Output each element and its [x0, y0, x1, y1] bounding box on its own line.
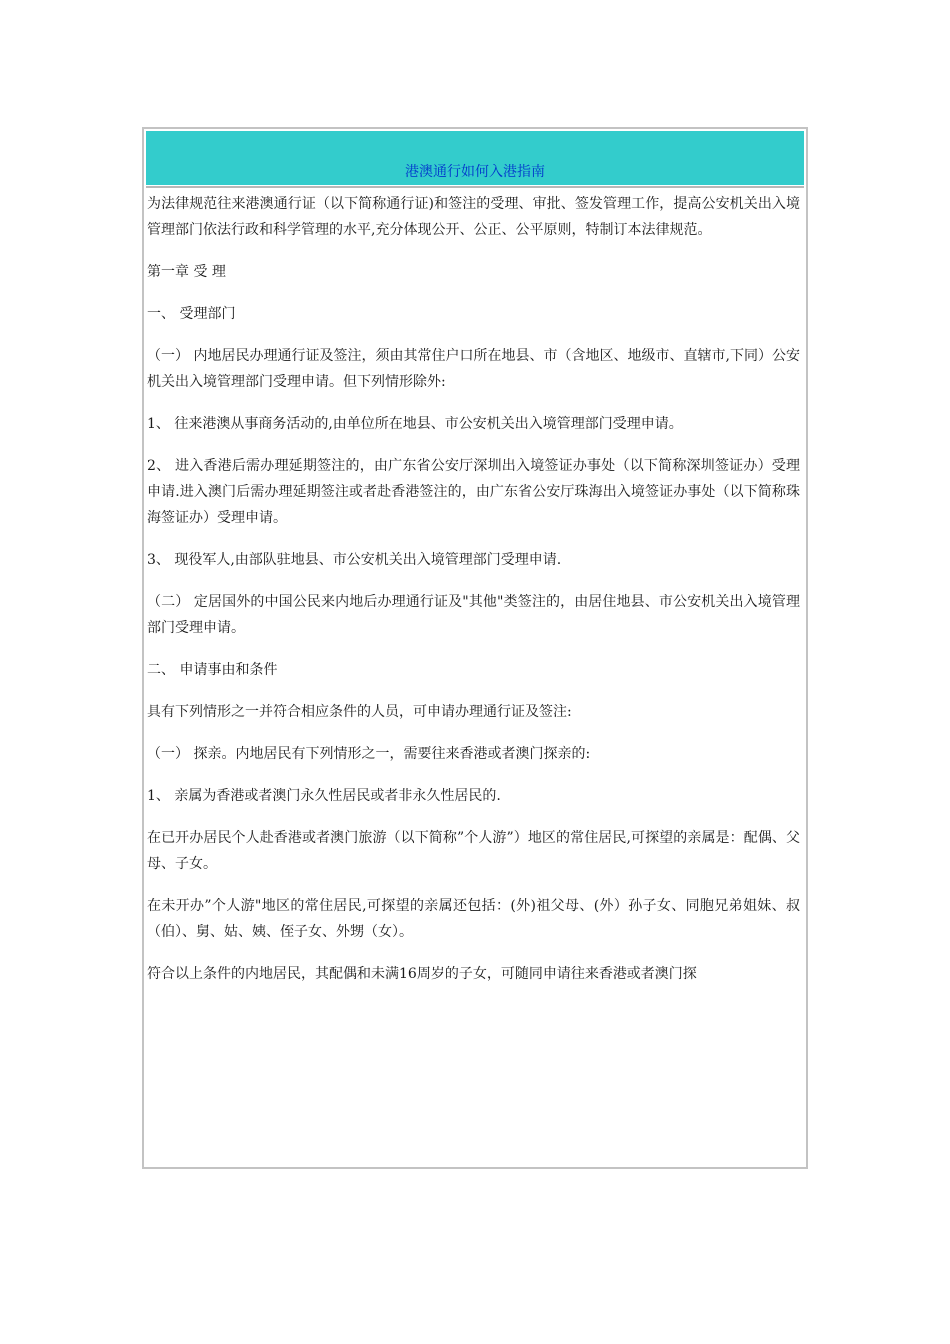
paragraph: （一） 探亲。内地居民有下列情形之一，需要往来香港或者澳门探亲的: [147, 746, 591, 762]
chapter-heading: 第一章 受 理 [147, 264, 226, 280]
paragraph: （二） 定居国外的中国公民来内地后办理通行证及"其他"类签注的，由居住地县、市公安机关出入境管理部门受理申请。 [147, 594, 800, 636]
list-item: 1、 亲属为香港或者澳门永久性居民或者非永久性居民的. [147, 788, 501, 804]
document-frame [142, 127, 808, 1169]
section-heading: 二、 申请事由和条件 [147, 662, 278, 678]
document-title: 港澳通行如何入港指南 [405, 164, 545, 180]
list-item: 2、 进入香港后需办理延期签注的，由广东省公安厅深圳出入境签证办事处（以下简称深圳签证办）受理申请.进入澳门后需办理延期签注或者赴香港签注的，由广东省公安厅珠海出入境签证办事处（以下简称珠海签证办）受理申请。 [147, 458, 800, 526]
section-heading: 一、 受理部门 [147, 306, 236, 322]
title-bar [146, 131, 804, 185]
paragraph-intro: 为法律规范往来港澳通行证（以下简称通行证)和签注的受理、审批、签发管理工作，提高公安机关出入境管理部门依法行政和科学管理的水平,充分体现公开、公正、公平原则，特制订本法律规范。 [147, 196, 800, 238]
document-body [147, 191, 800, 1003]
paragraph: 在未开办”个人游"地区的常住居民,可探望的亲属还包括：(外)祖父母、(外）孙子女、同胞兄弟姐妹、叔（伯）、舅、姑、姨、侄子女、外甥（女）。 [147, 898, 800, 940]
list-item: 3、 现役军人,由部队驻地县、市公安机关出入境管理部门受理申请. [147, 552, 562, 568]
title-divider [146, 186, 804, 188]
paragraph: 在已开办居民个人赴香港或者澳门旅游（以下简称”个人游”）地区的常住居民,可探望的亲属是：配偶、父母、子女。 [147, 830, 800, 872]
paragraph: （一） 内地居民办理通行证及签注，须由其常住户口所在地县、市（含地区、地级市、直辖市,下同）公安机关出入境管理部门受理申请。但下列情形除外: [147, 348, 800, 390]
list-item: 1、 往来港澳从事商务活动的,由单位所在地县、市公安机关出入境管理部门受理申请。 [147, 416, 683, 432]
paragraph: 符合以上条件的内地居民，其配偶和未满16周岁的子女，可随同申请往来香港或者澳门探 [147, 966, 697, 982]
paragraph: 具有下列情形之一并符合相应条件的人员，可申请办理通行证及签注: [147, 704, 572, 720]
